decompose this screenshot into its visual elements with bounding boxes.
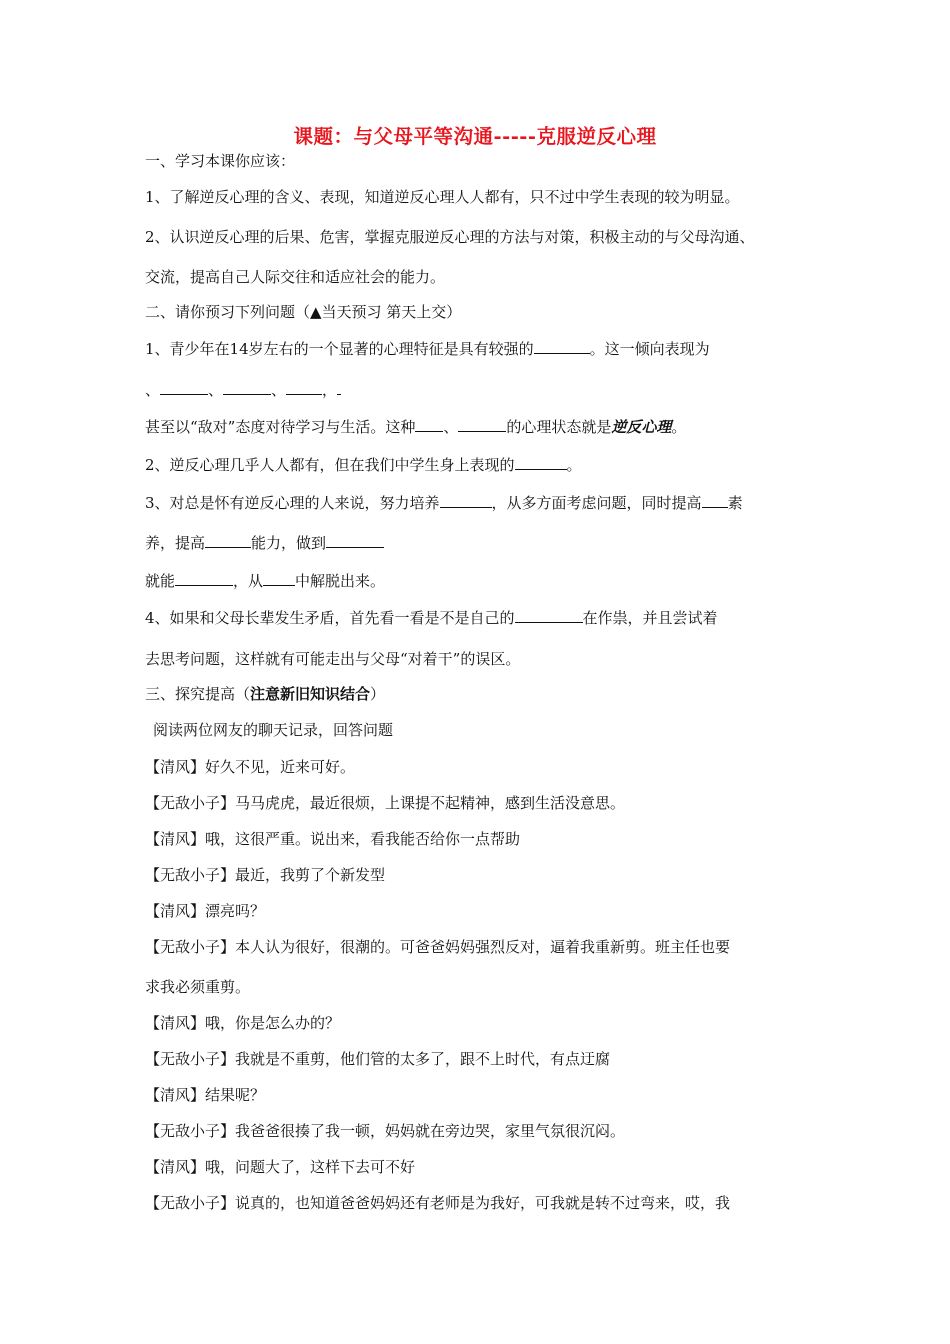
answer-blank [534, 339, 590, 354]
answer-blank [205, 533, 251, 548]
answer-blank [286, 380, 322, 395]
answer-blank [440, 493, 492, 508]
question-3-line-3: 就能 ，从 中解脱出来。 [145, 572, 386, 590]
answer-blank [415, 417, 443, 432]
answer-blank [263, 571, 295, 586]
answer-blank [223, 380, 271, 395]
chat-line: 【清风】哦，问题大了，这样下去可不好 [145, 1158, 416, 1176]
chat-line: 【清风】哦，你是怎么办的？ [145, 1014, 341, 1032]
question-3-line-2: 养，提高 能力，做到 [145, 533, 384, 553]
section-1-item-2-line-2: 交流，提高自己人际交往和适应社会的能力。 [145, 268, 446, 286]
answer-blank [326, 533, 384, 548]
chat-line: 【无敌小子】最近，我剪了个新发型 [145, 866, 386, 884]
answer-blank [515, 455, 567, 470]
question-1-line-2: 、 、 、 ， [145, 380, 341, 400]
answer-blank [160, 380, 208, 395]
answer-blank [515, 608, 583, 623]
answer-blank [337, 380, 341, 395]
answer-blank [702, 493, 728, 508]
chat-line: 【清风】哦，这很严重。说出来，看我能否给你一点帮助 [145, 830, 521, 848]
question-4-line-2: 去思考问题，这样就有可能走出与父母“对着干”的误区。 [145, 650, 521, 668]
chat-line: 【无敌小子】我爸爸很揍了我一顿，妈妈就在旁边哭，家里气氛很沉闷。 [145, 1122, 626, 1140]
key-term: 逆反心理 [611, 418, 672, 436]
chat-line: 【无敌小子】马马虎虎，最近很烦，上课提不起精神，感到生活没意思。 [145, 794, 626, 812]
section-1-item-1: 1、了解逆反心理的含义、表现，知道逆反心理人人都有，只不过中学生表现的较为明显。 [145, 188, 740, 206]
question-1-line-3: 甚至以“敌对”态度对待学习与生活。这种 、 的心理状态就是逆反心理。 [145, 418, 687, 436]
section-1-item-2-line-1: 2、认识逆反心理的后果、危害，掌握克服逆反心理的方法与对策，积极主动的与父母沟通、 [145, 228, 755, 246]
question-2: 2、逆反心理几乎人人都有，但在我们中学生身上表现的 。 [145, 456, 582, 474]
chat-line: 【清风】漂亮吗？ [145, 902, 266, 920]
section-1-heading: 一、学习本课你应该： [145, 152, 296, 170]
question-4-line-1: 4、如果和父母长辈发生矛盾，首先看一看是不是自己的 在作祟，并且尝试着 [145, 609, 718, 627]
section-3-heading: 三、探究提高（注意新旧知识结合） [145, 685, 386, 703]
chat-line: 【清风】结果呢？ [145, 1086, 266, 1104]
question-1-line-1: 1、青少年在14岁左右的一个显著的心理特征是具有较强的 。这一倾向表现为 [145, 340, 710, 358]
page-title: 课题：与父母平等沟通-----克服逆反心理 [293, 125, 657, 148]
chat-line: 【无敌小子】我就是不重剪，他们管的太多了，跟不上时代，有点迂腐 [145, 1050, 611, 1068]
chat-line: 【无敌小子】说真的，也知道爸爸妈妈还有老师是为我好，可我就是转不过弯来，哎，我 [145, 1194, 731, 1212]
answer-blank [458, 417, 506, 432]
answer-blank [175, 571, 233, 586]
chat-line: 求我必须重剪。 [145, 978, 251, 996]
question-3-line-1: 3、对总是怀有逆反心理的人来说，努力培养 ，从多方面考虑问题，同时提高 素 [145, 494, 743, 512]
section-2-heading: 二、请你预习下列问题（▲当天预习 第天上交） [145, 303, 462, 321]
chat-line: 【无敌小子】本人认为很好，很潮的。可爸爸妈妈强烈反对，逼着我重新剪。班主任也要 [145, 938, 731, 956]
section-3-intro: 阅读两位网友的聊天记录，回答问题 [153, 721, 394, 739]
chat-line: 【清风】好久不见，近来可好。 [145, 758, 356, 776]
